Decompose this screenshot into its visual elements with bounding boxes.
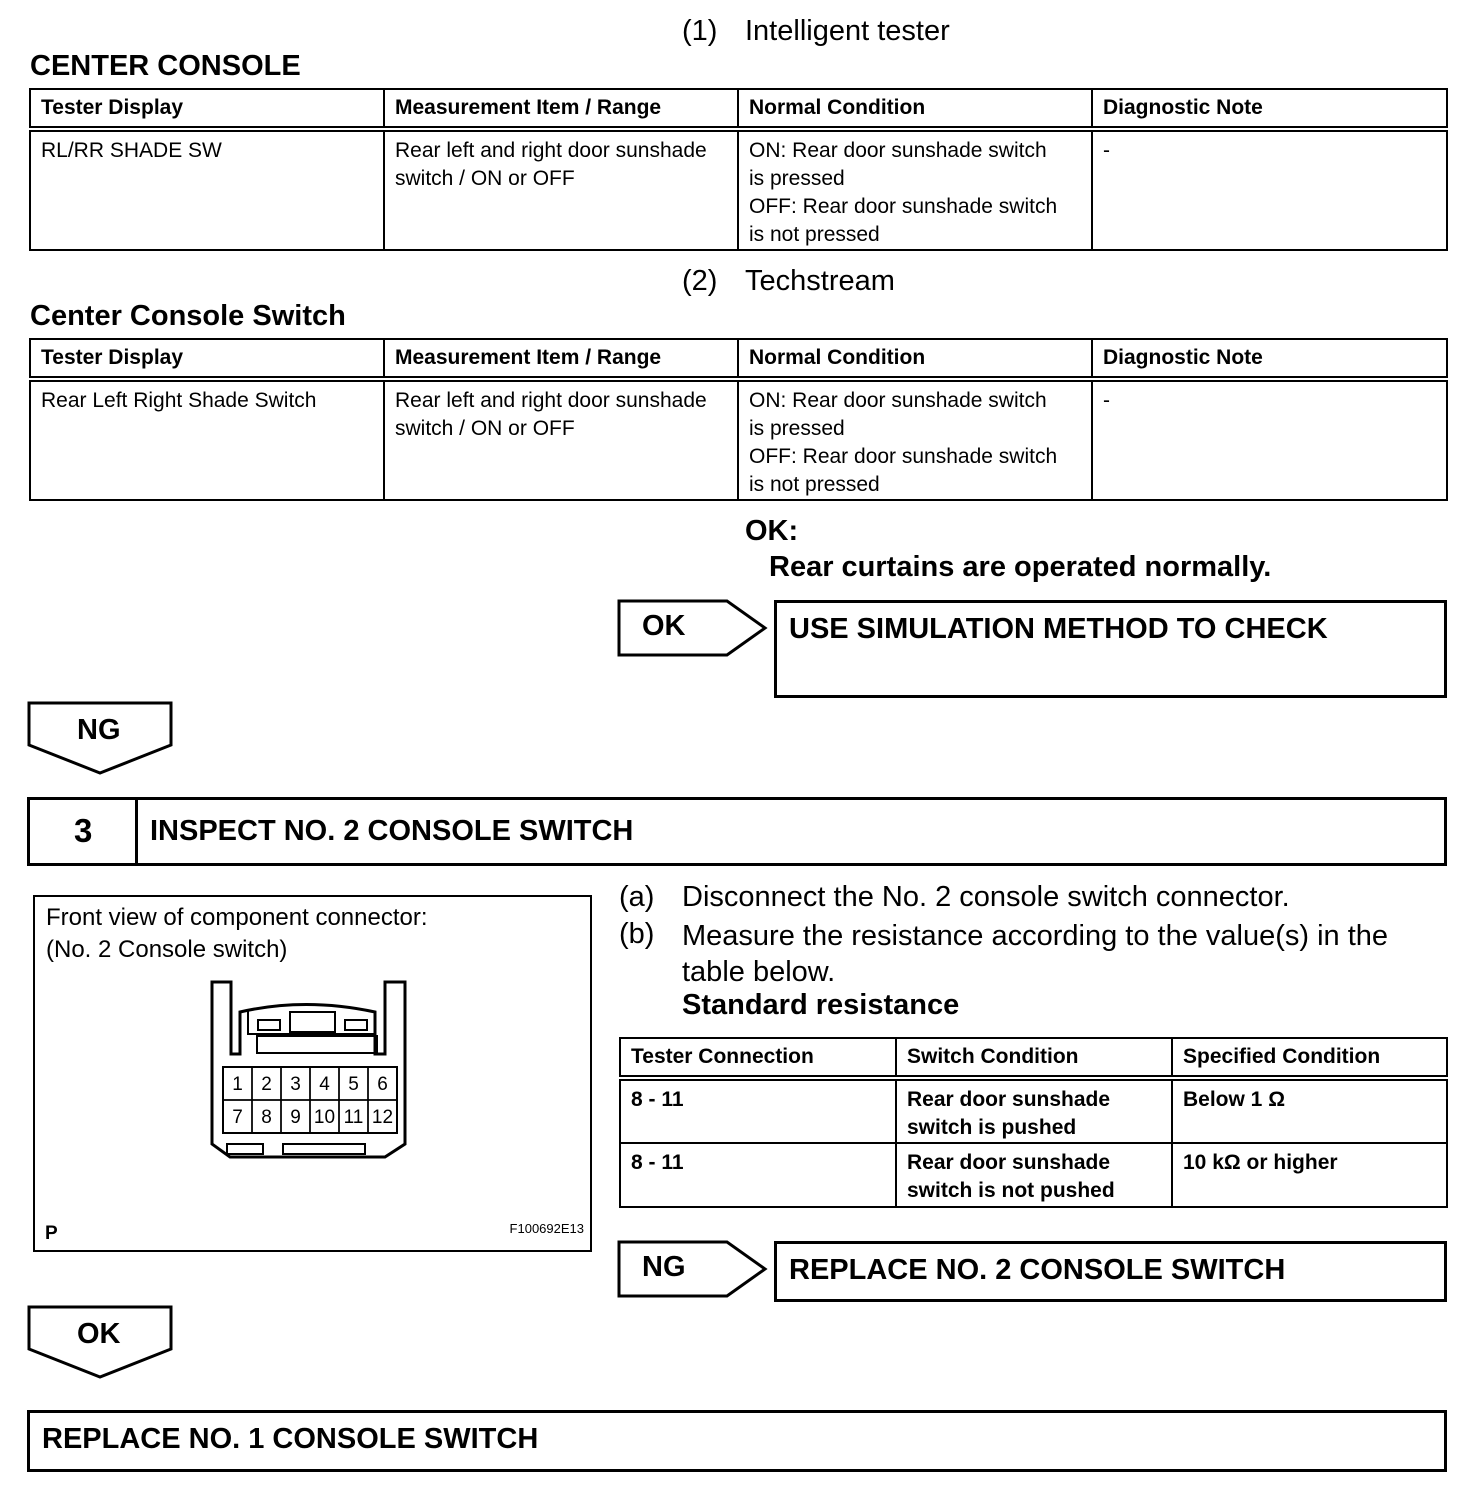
ng-down-label: NG bbox=[77, 714, 121, 746]
connector-pin-number: 10 bbox=[313, 1107, 336, 1128]
connector-pin-number: 1 bbox=[232, 1074, 243, 1095]
switch-condition-cell: Rear door sunshade switch is not pushed bbox=[896, 1143, 1172, 1207]
ok-right-arrow-icon bbox=[617, 599, 769, 657]
tester-display-cell: RL/RR SHADE SW bbox=[30, 129, 384, 250]
tester-connection-cell: 8 - 11 bbox=[620, 1078, 896, 1143]
ng-arrow-label: NG bbox=[642, 1251, 686, 1283]
center-console-title: CENTER CONSOLE bbox=[30, 50, 301, 82]
diagnostic-note-cell: - bbox=[1092, 379, 1447, 500]
table-header: Normal Condition bbox=[738, 339, 1092, 379]
step-3-header bbox=[27, 797, 1447, 866]
resistance-table bbox=[619, 1037, 1448, 1208]
connector-pin-number: 11 bbox=[343, 1107, 364, 1128]
replace-no1-box bbox=[27, 1410, 1447, 1472]
connector-pin-number: 4 bbox=[319, 1074, 330, 1095]
tester-connection-cell: 8 - 11 bbox=[620, 1143, 896, 1207]
ng-right-arrow-icon bbox=[617, 1240, 769, 1298]
center-console-switch-title: Center Console Switch bbox=[30, 300, 346, 332]
table-header: Switch Condition bbox=[896, 1038, 1172, 1078]
measurement-item-cell: Rear left and right door sunshade switch / ON or OFF bbox=[384, 379, 738, 500]
switch-condition-cell: Rear door sunshade switch is pushed bbox=[896, 1078, 1172, 1143]
table-header: Tester Display bbox=[30, 339, 384, 379]
specified-condition-cell: Below 1 Ω bbox=[1172, 1078, 1447, 1143]
ok-down-label: OK bbox=[77, 1318, 121, 1350]
step-3-number: 3 bbox=[74, 812, 93, 849]
table-header: Tester Connection bbox=[620, 1038, 896, 1078]
normal-condition-cell: ON: Rear door sunshade switch is pressed OFF: Rear door sunshade switch is not pressed bbox=[738, 129, 1092, 250]
connector-diagram bbox=[205, 979, 420, 1184]
replace-no2-box bbox=[774, 1241, 1447, 1302]
instruction-a-text: Disconnect the No. 2 console switch connector. bbox=[682, 881, 1290, 913]
connector-pin-number: 2 bbox=[261, 1074, 272, 1095]
standard-resistance-title: Standard resistance bbox=[682, 989, 960, 1021]
connector-pin-number: 3 bbox=[290, 1074, 301, 1095]
step-2-marker: (2) bbox=[682, 265, 718, 297]
instruction-b-text: Measure the resistance according to the value(s) in the table below. bbox=[682, 920, 1389, 988]
connector-pin-number: 12 bbox=[371, 1107, 394, 1128]
step-1-marker: (1) bbox=[682, 15, 718, 47]
table-header: Measurement Item / Range bbox=[384, 89, 738, 129]
step-3-title: INSPECT NO. 2 CONSOLE SWITCH bbox=[150, 815, 634, 847]
instruction-b-marker: (b) bbox=[619, 918, 655, 950]
table-header: Diagnostic Note bbox=[1092, 89, 1447, 129]
use-simulation-text: USE SIMULATION METHOD TO CHECK bbox=[789, 613, 1328, 645]
replace-no2-text: REPLACE NO. 2 CONSOLE SWITCH bbox=[789, 1254, 1286, 1286]
connector-pin-number: 7 bbox=[232, 1107, 243, 1128]
step-1-label: Intelligent tester bbox=[745, 15, 950, 47]
ok-result-label: OK: bbox=[745, 515, 799, 547]
center-console-switch-table bbox=[29, 338, 1448, 501]
table-header: Specified Condition bbox=[1172, 1038, 1447, 1078]
step-2-label: Techstream bbox=[745, 265, 895, 297]
tester-display-cell: Rear Left Right Shade Switch bbox=[30, 379, 384, 500]
diagnostic-note-cell: - bbox=[1092, 129, 1447, 250]
specified-condition-cell: 10 kΩ or higher bbox=[1172, 1143, 1447, 1207]
table-header: Normal Condition bbox=[738, 89, 1092, 129]
ok-result-text: Rear curtains are operated normally. bbox=[769, 551, 1272, 583]
figure-caption: Front view of component connector: (No. 2 Console switch) bbox=[46, 904, 428, 963]
connector-pin-number: 9 bbox=[290, 1107, 301, 1128]
table-header: Diagnostic Note bbox=[1092, 339, 1447, 379]
use-simulation-box bbox=[774, 600, 1447, 698]
figure-code: F100692E13 bbox=[509, 1221, 584, 1236]
connector-pin-number: 5 bbox=[348, 1074, 359, 1095]
connector-figure bbox=[33, 895, 592, 1252]
connector-pin-number: 8 bbox=[261, 1107, 272, 1128]
measurement-item-cell: Rear left and right door sunshade switch / ON or OFF bbox=[384, 129, 738, 250]
normal-condition-cell: ON: Rear door sunshade switch is pressed OFF: Rear door sunshade switch is not pressed bbox=[738, 379, 1092, 500]
connector-pin-number: 6 bbox=[377, 1074, 388, 1095]
instruction-a-marker: (a) bbox=[619, 881, 655, 913]
ok-arrow-label: OK bbox=[642, 610, 686, 642]
figure-corner-mark: P bbox=[45, 1223, 58, 1244]
table-header: Tester Display bbox=[30, 89, 384, 129]
center-console-table bbox=[29, 88, 1448, 251]
table-header: Measurement Item / Range bbox=[384, 339, 738, 379]
replace-no1-text: REPLACE NO. 1 CONSOLE SWITCH bbox=[42, 1423, 539, 1455]
